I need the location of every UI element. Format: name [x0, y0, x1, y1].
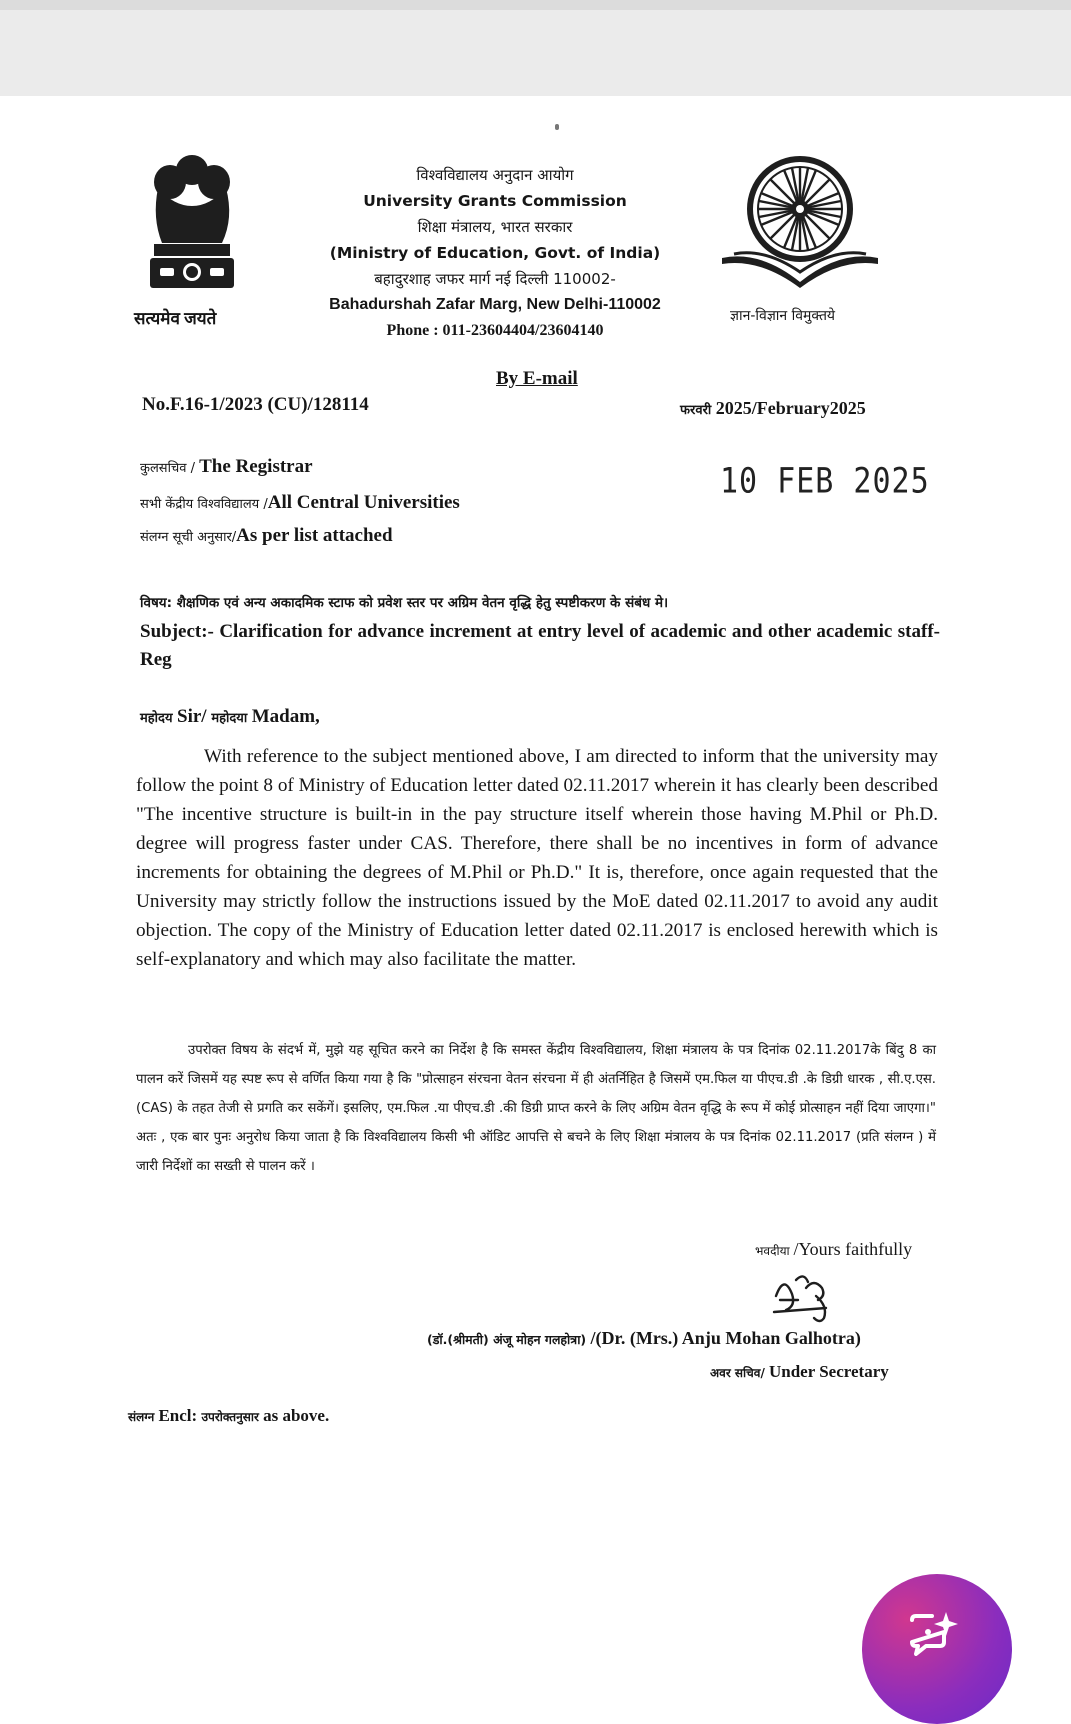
signatory-name: [427, 1328, 861, 1349]
encl-hindi-2: उपरोक्तनुसार: [201, 1410, 264, 1424]
date-stamp: 10 FEB 2025: [720, 461, 930, 502]
national-emblem-icon: [140, 148, 245, 298]
salutation-hindi-2: महोदया: [211, 711, 252, 726]
ugc-motto: ज्ञान-विज्ञान विमुक्तये: [730, 308, 836, 324]
file-number: No.F.16-1/2023 (CU)/128114: [142, 394, 369, 415]
enclosure-note: [128, 1406, 329, 1426]
org-name-hindi: विश्वविद्यालय अनुदान आयोग: [416, 166, 574, 184]
addressee-line-1: [140, 456, 313, 478]
date-hindi: फरवरी: [680, 403, 712, 418]
faithfully-english: /Yours faithfully: [793, 1239, 913, 1259]
ministry: (Ministry of Education, Govt. of India): [329, 244, 661, 262]
ugc-logo-icon: [720, 154, 880, 289]
ministry-hindi: शिक्षा मंत्रालय, भारत सरकार: [417, 218, 573, 236]
addressee-line-3-hindi: संलग्न सूची अनुसार/: [140, 530, 237, 545]
letterhead: [300, 162, 690, 344]
signature-icon: [770, 1266, 850, 1326]
subject-hindi: विषय: शैक्षणिक एवं अन्य अकादमिक स्टाफ को प्रवेश स्तर पर अग्रिम वेतन वृद्धि हेतु स्पष्टीकरण के संबंध मे।: [140, 595, 669, 611]
body-english: [136, 742, 938, 974]
emblem-motto: सत्यमेव जयते: [134, 309, 217, 328]
addressee-line-1-english: The Registrar: [199, 456, 313, 477]
faithfully-hindi: भवदीया: [755, 1244, 794, 1258]
address: Bahadurshah Zafar Marg, New Delhi-110002: [329, 296, 661, 313]
signatory-name-english: /(Dr. (Mrs.) Anju Mohan Galhotra): [590, 1328, 861, 1348]
date-english: 2025/February2025: [711, 398, 866, 418]
addressee-line-2: [140, 492, 460, 514]
designation-english: Under Secretary: [769, 1362, 889, 1381]
letter-page: [0, 96, 1071, 1599]
addressee-line-3: [140, 525, 393, 547]
salutation-english-1: Sir/: [177, 706, 212, 727]
encl-hindi: संलग्न: [128, 1410, 159, 1424]
encl-english: as above.: [263, 1406, 330, 1425]
encl-label: Encl:: [158, 1406, 202, 1425]
designation-hindi: अवर सचिव/: [710, 1366, 769, 1380]
salutation-hindi-1: महोदय: [140, 711, 178, 726]
designation: [710, 1362, 889, 1382]
subject-english: Subject:- Clarification for advance increment at entry level of academic and other academic staff- Reg: [140, 621, 940, 670]
yours-faithfully: [755, 1239, 912, 1260]
salutation-english-2: Madam,: [251, 706, 320, 727]
body-english-text: With reference to the subject mentioned above, I am directed to inform that the university may follow the point 8 of Ministry of Education letter dated 02.11.2017 wherein it has clearly been described "The incentive structure is built-in in the pay structure itself wherein those having M.Phil or Ph.D. degree will progress faster under CAS. Therefore, there shall be no incentives in form of advance increments for obtaining the degrees of M.Phil or Ph.D." It is, therefore, once again requested that the University may strictly follow the instructions issued by the MoE dated 02.11.2017 to avoid any audit objection. The copy of the Ministry of Education letter dated 02.11.2017 is enclosed herewith which is self-explanatory and which may also facilitate the matter.: [136, 746, 938, 970]
phone: Phone : 011-23604404/23604140: [386, 322, 604, 339]
signatory-name-hindi: (डॉ.(श्रीमती) अंजू मोहन गलहोत्रा): [427, 1332, 591, 1347]
org-name: University Grants Commission: [363, 192, 627, 210]
viewer-top-bar: [0, 0, 1071, 96]
speck: [555, 124, 559, 130]
addressee-line-3-english: As per list attached: [236, 525, 393, 546]
body-hindi-text: उपरोक्त विषय के संदर्भ में, मुझे यह सूचित करने का निर्देश है कि समस्त केंद्रीय विश्वविद्यालय, शिक्षा मंत्रालय के पत्र दिनांक 02.11.2017के बिंदु 8 का पालन करें जिसमें यह स्पष्ट रूप से वर्णित किया गया है कि "प्रोत्साहन संरचना वेतन संरचना में ही अंतर्निहित है जिसमें एम.फिल या पीएच.डी .के डिग्री धारक , सी.ए.एस. (CAS) के तहत तेजी से प्रगति कर सकेंगें। इसलिए, एम.फिल .या पीएच.डी .की डिग्री प्राप्त करने के लिए अग्रिम वेतन वृद्धि के रूप में कोई प्रोत्साहन नहीं दिया जाएगा।" अतः , एक बार पुनः अनुरोध किया जाता है कि विश्वविद्यालय किसी भी ऑडिट आपत्ति से बचने के लिए शिक्षा मंत्रालय के पत्र दिनांक 02.11.2017 (प्रति संलग्न ) में जारी निर्देशों का सख्ती से पालन करें ।: [136, 1043, 936, 1174]
addressee-line-2-hindi: सभी केंद्रीय विश्वविद्यालय /: [140, 497, 268, 512]
sparkle-chat-icon: [908, 1612, 958, 1656]
address-hindi: बहादुरशाह जफर मार्ग नई दिल्ली 110002-: [374, 270, 616, 288]
letter-date: [680, 398, 866, 419]
ai-assist-button[interactable]: [862, 1574, 1012, 1724]
addressee-line-1-hindi: कुलसचिव /: [140, 461, 200, 476]
body-hindi: [136, 1036, 936, 1181]
addressee-line-2-english: All Central Universities: [267, 492, 460, 513]
by-email-label: By E-mail: [496, 368, 578, 389]
salutation: [140, 706, 320, 728]
